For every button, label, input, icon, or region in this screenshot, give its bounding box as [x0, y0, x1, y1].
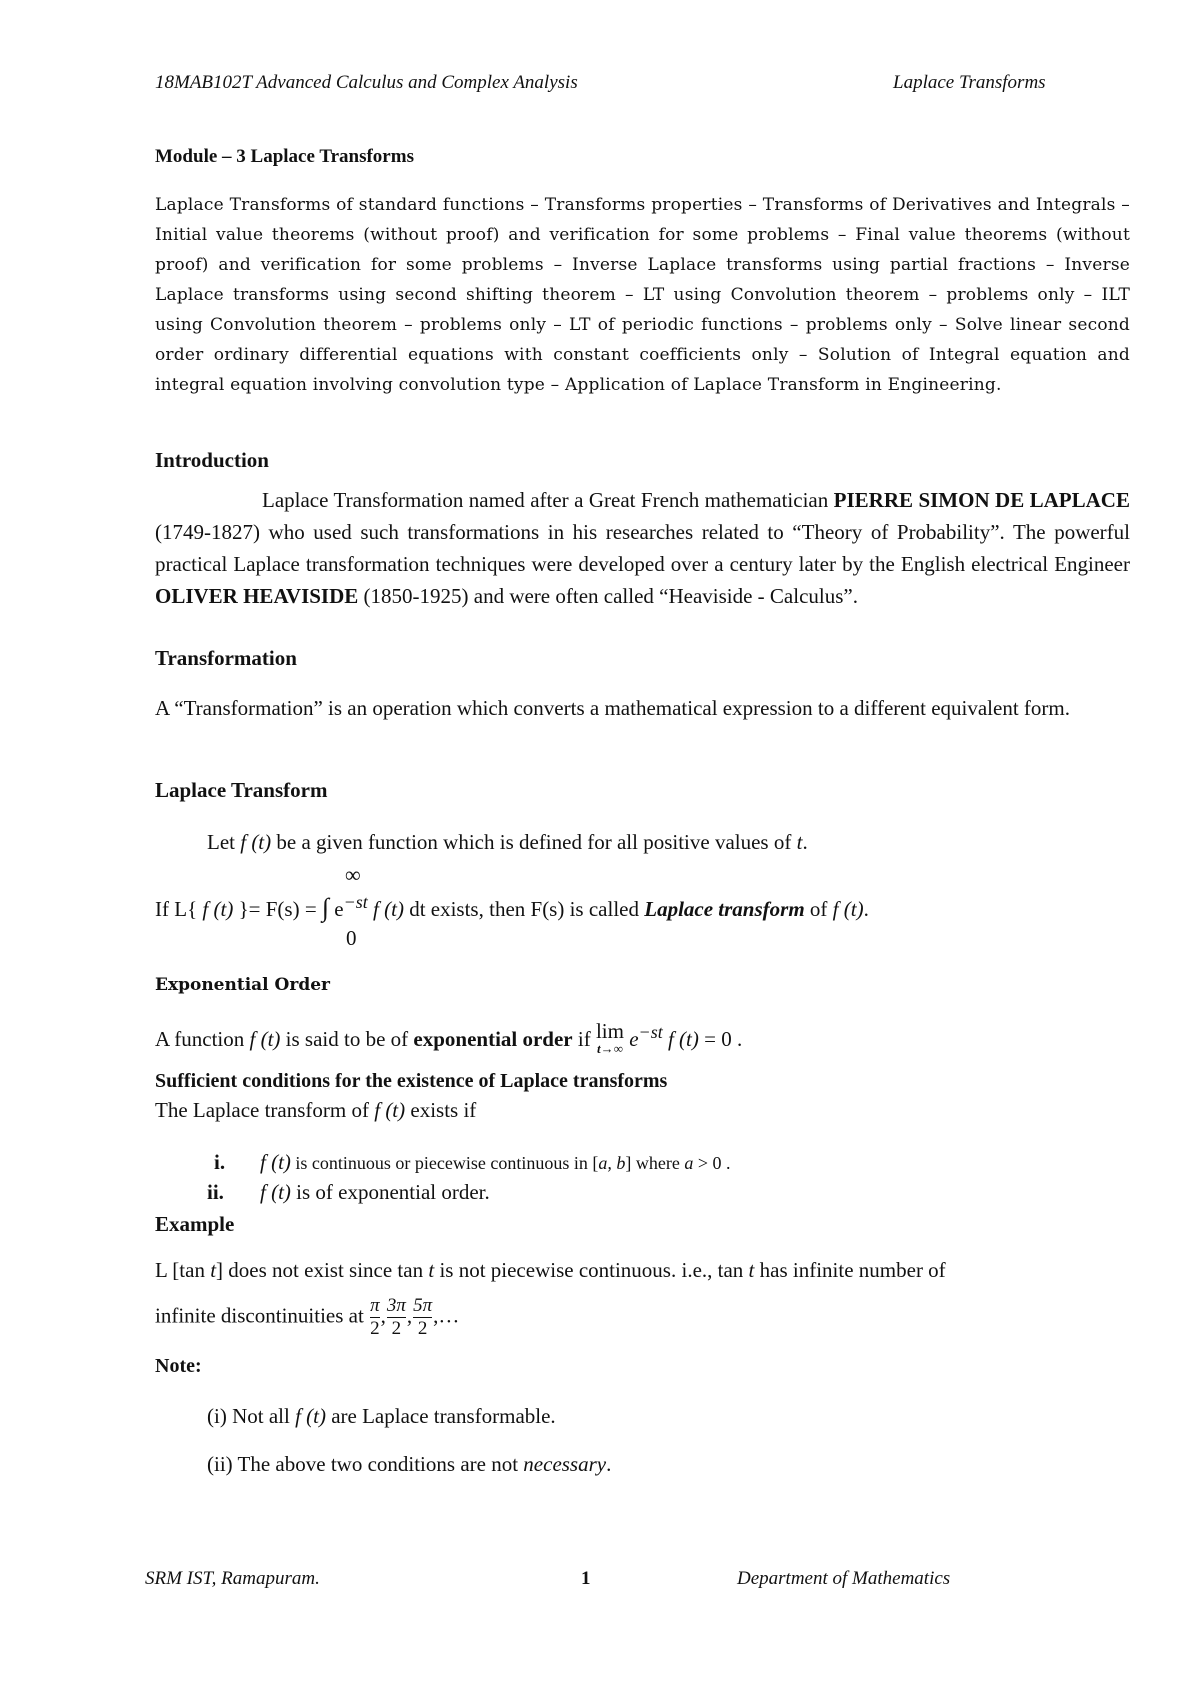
example-text-e: infinite discontinuities at — [155, 1303, 370, 1328]
note-2-text-a: (ii) The above two conditions are not — [207, 1452, 524, 1476]
ellipsis-tail: ,… — [433, 1303, 460, 1328]
let-text-c: . — [802, 830, 808, 854]
def-text-d: dt exists, then F(s) is called — [403, 897, 645, 921]
header-course-title: 18MAB102T Advanced Calculus and Complex Analysis — [155, 72, 578, 93]
function-symbol: f (t) — [374, 1098, 406, 1122]
note-1 — [207, 1404, 556, 1429]
example-text-d: has infinite number of — [754, 1258, 946, 1282]
let-text-b: be a given function which is defined for all positive values of — [271, 830, 797, 854]
example-text-a: L [tan — [155, 1258, 211, 1282]
condition-1-text-c: > 0 . — [693, 1153, 731, 1173]
variable-t: t — [210, 1258, 217, 1282]
exponential-order-term: exponential order — [413, 1027, 573, 1051]
transformation-definition: A “Transformation” is an operation which converts a mathematical expression to a different equivalent form. — [155, 696, 1070, 720]
necessary-term: necessary — [523, 1452, 607, 1476]
sufficient-intro — [155, 1098, 476, 1123]
condition-2-text: is of exponential order. — [290, 1180, 490, 1204]
intro-text-1: Laplace Transformation named after a Great French mathematician — [262, 488, 834, 512]
intro-text-2: (1749-1827) who used such transformations in his researches related to “Theory of Probability”. The powerful practical Laplace transformation techniques were developed over a century later by the English electrical Engineer — [155, 520, 1130, 576]
exponential-order-heading: Exponential Order — [155, 975, 330, 995]
note-2-text-c: . — [606, 1452, 612, 1476]
header-chapter-title: Laplace Transforms — [893, 72, 1046, 93]
variable-t: t — [748, 1258, 755, 1282]
example-line-2: infinite discontinuities at $\frac{\pi}{2}$ , $\frac{3\pi}{2}$ , $\frac{5\pi}{2}$ ,… — [155, 1295, 460, 1339]
function-symbol: f (t) — [202, 897, 234, 921]
exp-power: −st — [343, 892, 368, 912]
example-text-b: ] does not exist since tan — [216, 1258, 429, 1282]
variable-t: t — [428, 1258, 435, 1282]
fraction-3pi-over-2 — [387, 1295, 406, 1340]
syllabus-paragraph: Laplace Transforms of standard functions – Transforms properties – Transforms of Derivatives and Integrals – Initial value theorems (without proof) and verification for some problems – Final value theorems (without proof) and verification for some problems – Inverse Laplace transforms using partial fractions – Inverse Laplace transforms using second shifting theorem – LT using Convolution theorem – problems only – ILT using Convolution theorem – problems only – LT of periodic functions – problems only – Solve linear second order ordinary differential equations with constant coefficients only – Solution of Integral equation and integral equation involving convolution type – Application of Laplace Transform in Engineering. — [155, 195, 1130, 395]
laplace-definition — [155, 892, 869, 923]
variable-t: t — [796, 830, 803, 854]
exp-e: e — [629, 1027, 639, 1051]
fraction-denominator: 2 — [387, 1317, 406, 1340]
fraction-numerator: π — [370, 1295, 380, 1316]
sufficient-intro-b: exists if — [405, 1098, 477, 1122]
function-symbol: f (t) — [667, 1027, 699, 1051]
example-heading: Example — [155, 1212, 235, 1236]
sufficient-intro-a: The Laplace transform of — [155, 1098, 375, 1122]
lim-subscript: t→∞ — [597, 1041, 623, 1056]
interval-ab: a, b — [598, 1153, 626, 1173]
def-text-f: . — [863, 897, 869, 921]
function-symbol: f (t) — [295, 1404, 326, 1428]
condition-1-text-a: is continuous or piecewise continuous in [ — [290, 1153, 599, 1173]
variable-a: a — [684, 1153, 694, 1173]
module-title: Module – 3 Laplace Transforms — [155, 146, 414, 167]
fraction-5pi-over-2 — [413, 1295, 432, 1340]
note-heading: Note: — [155, 1355, 202, 1377]
exp-order-text-d: = 0 . — [698, 1027, 743, 1051]
intro-text-3: (1850-1925) and were often called “Heaviside - Calculus”. — [358, 584, 858, 608]
condition-2 — [260, 1180, 490, 1205]
function-symbol: f (t) — [260, 1180, 291, 1204]
fraction-pi-over-2 — [370, 1295, 380, 1340]
let-text-a: Let — [207, 830, 241, 854]
introduction-heading: Introduction — [155, 448, 269, 472]
def-text-e: of — [804, 897, 833, 921]
let-statement — [207, 830, 808, 855]
condition-number-1: i. — [214, 1150, 226, 1174]
fraction-numerator: 3π — [386, 1295, 406, 1316]
function-symbol: f (t) — [240, 830, 272, 854]
footer-institution: SRM IST, Ramapuram. — [145, 1568, 320, 1589]
footer-department: Department of Mathematics — [737, 1568, 951, 1589]
laplace-transform-term: Laplace transform — [644, 897, 805, 921]
function-symbol: f (t) — [373, 897, 404, 921]
fraction-numerator: 5π — [413, 1295, 433, 1316]
condition-1-text-b: ] where — [625, 1153, 685, 1173]
heaviside-name: OLIVER HEAVISIDE — [155, 584, 359, 608]
example-line-1 — [155, 1258, 946, 1283]
page-number: 1 — [581, 1568, 591, 1589]
transformation-heading: Transformation — [155, 646, 297, 670]
fraction-denominator: 2 — [370, 1318, 380, 1339]
limit-expression — [595, 1019, 624, 1058]
function-symbol: f (t) — [249, 1027, 281, 1051]
note-1-text-b: are Laplace transformable. — [325, 1404, 556, 1428]
exponential-order-definition — [155, 1019, 743, 1058]
lim-text: lim — [595, 1019, 624, 1043]
exp-order-text-c: if — [572, 1027, 596, 1051]
integral-sign: ∫ — [321, 893, 330, 922]
laplace-transform-heading: Laplace Transform — [155, 778, 328, 802]
function-symbol: f (t) — [260, 1150, 291, 1174]
condition-number-2: ii. — [207, 1180, 224, 1204]
exp-order-power: −st — [638, 1022, 663, 1042]
note-1-text-a: (i) Not all — [207, 1404, 296, 1428]
function-symbol: f (t) — [832, 897, 864, 921]
def-text-b: }= F(s) = — [233, 897, 322, 921]
exp-order-text-a: A function — [155, 1027, 250, 1051]
note-2 — [207, 1452, 611, 1477]
exp-order-text-b: is said to be of — [280, 1027, 414, 1051]
integral-upper-limit: ∞ — [345, 862, 361, 887]
exp-base: e — [329, 897, 344, 921]
integral-lower-limit: 0 — [346, 926, 357, 950]
laplace-name: PIERRE SIMON DE LAPLACE — [833, 488, 1130, 512]
fraction-denominator: 2 — [413, 1317, 432, 1340]
introduction-paragraph — [155, 484, 1130, 612]
condition-1 — [260, 1150, 730, 1175]
def-text-a: If L{ — [155, 897, 203, 921]
example-text-c: is not piecewise continuous. i.e., tan — [434, 1258, 749, 1282]
sufficient-conditions-heading: Sufficient conditions for the existence of Laplace transforms — [155, 1070, 668, 1092]
